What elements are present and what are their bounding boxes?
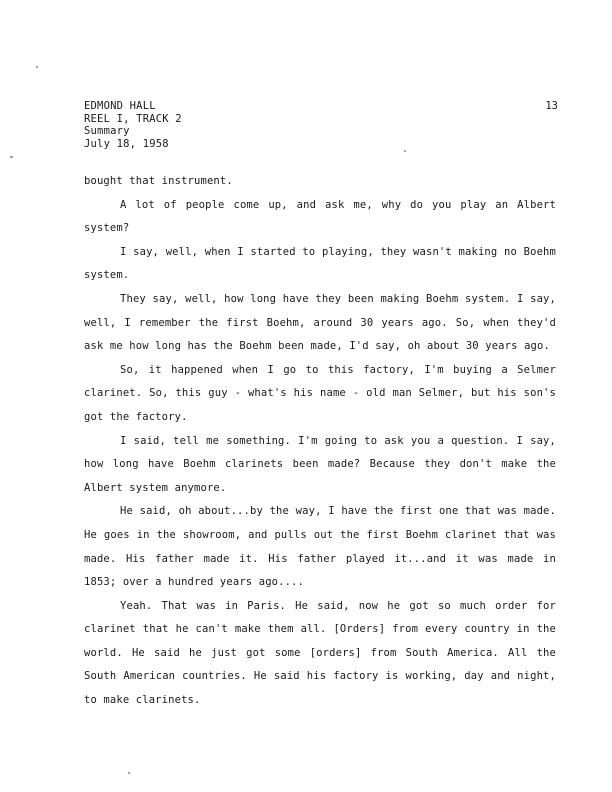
scan-speck [10,156,13,158]
document-header [84,100,182,150]
scan-speck [36,66,38,68]
paragraph: I said, tell me something. I'm going to ask you a question. I say, how long have Boehm clarinets been made? Because they don't make the Albert system anymore. [84,434,556,494]
scan-speck [404,150,406,152]
paragraph: They say, well, how long have they been making Boehm system. I say, well, I remember the first Boehm, around 30 years ago. So, when they'd ask me how long has the Boehm been made, I'd say, oh about 30 years ago. [84,292,556,353]
paragraph: bought that instrument. [84,175,233,187]
page-number: 13 [545,100,558,112]
paragraph: So, it happened when I go to this factory, I'm buying a Selmer clarinet. So, this guy - what's his name - old man Selmer, but his son's got the factory. [84,363,556,423]
header-reel: REEL I, TRACK 2 [84,112,182,125]
header-date: July 18, 1958 [84,137,169,150]
scan-speck [128,772,130,774]
header-type: Summary [84,125,130,137]
paragraph: A lot of people come up, and ask me, why do you play an Albert system? [84,198,556,235]
transcript-body [84,170,556,713]
paragraph: He said, oh about...by the way, I have the first one that was made. He goes in the showroom, and pulls out the first Boehm clarinet that was made. His father made it. His father played it...and it was made in 1853; over a hundred years ago.... [84,505,556,589]
paragraph: Yeah. That was in Paris. He said, now he got so much order for clarinet that he can't make them all. [Orders] from every country in the world. He said he just got some [orders] from South America. All the South American countries. He said his factory is working, day and night, to make clarinets. [84,599,556,707]
header-name: EDMOND HALL [84,100,156,112]
paragraph: I say, well, when I started to playing, they wasn't making no Boehm system. [84,245,556,282]
